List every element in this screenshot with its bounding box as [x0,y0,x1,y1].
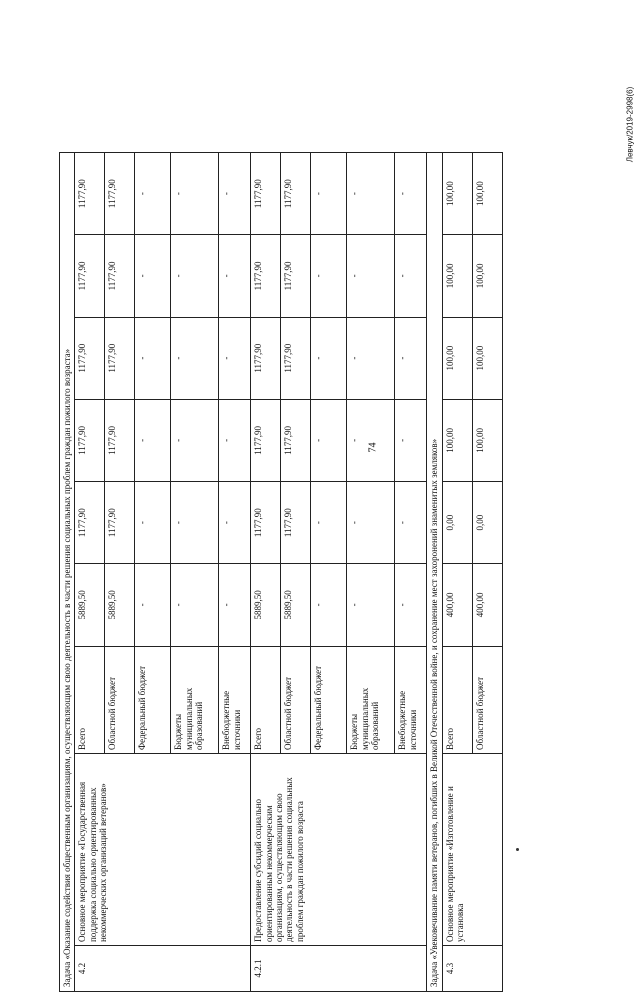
value-total: 5889,50 [75,564,105,646]
value-year4: 1177,90 [75,235,105,317]
source-label: Всего [251,646,281,753]
value-year5: 1177,90 [281,153,311,235]
value-year5: - [311,153,347,235]
value-year5: - [171,153,219,235]
value-year3: - [219,317,251,399]
value-year4: 1177,90 [281,235,311,317]
value-year5: 1177,90 [105,153,135,235]
value-year4: - [219,235,251,317]
source-label: Федеральный бюджет [135,646,171,753]
source-label: Всего [75,646,105,753]
value-year1: - [135,482,171,564]
task-heading: Задача «Оказание содействия общественным организациям, осуществляющим свою деятельность в части решения социальных проблем граждан пожилого возраста» [60,153,75,992]
value-year2: - [219,399,251,481]
value-year1: - [395,482,427,564]
value-year2: - [347,399,395,481]
source-label: Внебюджетные источники [219,646,251,753]
value-year4: - [171,235,219,317]
task-row [60,153,75,992]
value-year1: - [311,482,347,564]
value-year2: 1177,90 [281,399,311,481]
value-year2: - [311,399,347,481]
value-year5: - [395,153,427,235]
source-label: Областной бюджет [472,646,502,753]
value-year4: 100,00 [442,235,472,317]
value-total: 5889,50 [281,564,311,646]
value-year5: - [219,153,251,235]
value-year3: 1177,90 [75,317,105,399]
document-reference: Левчук/2019-2998(6) [625,86,635,163]
source-label: Бюджеты муниципальных образований [171,646,219,753]
value-year4: - [347,235,395,317]
value-total: 5889,50 [105,564,135,646]
value-year1: 1177,90 [75,482,105,564]
value-year2: - [135,399,171,481]
task-row [427,153,442,992]
measure-name: Основное мероприятие «Изготовление и установка [442,754,502,946]
value-year5: 1177,90 [251,153,281,235]
table-row [251,153,281,992]
value-total: - [219,564,251,646]
value-year1: 1177,90 [105,482,135,564]
rotated-page-content [59,152,519,992]
measure-name: Предоставление субсидий социально ориентированным некоммерческим организациям, осуществляющим свою деятельность в части решения социальных проблем граждан пожилого возраста [251,754,427,946]
value-year3: - [135,317,171,399]
source-label: Областной бюджет [105,646,135,753]
value-total: - [135,564,171,646]
row-number: 4.3 [442,945,502,991]
task-heading: Задача «Увековечивание памяти ветеранов, погибших в Великой Отечественной войне, и сохранение мест захоронений знаменитых земляков» [427,153,442,992]
source-label: Всего [442,646,472,753]
budget-table [59,152,503,992]
value-year2: 1177,90 [75,399,105,481]
value-year4: - [135,235,171,317]
value-year4: - [395,235,427,317]
value-year3: - [395,317,427,399]
value-year3: 1177,90 [105,317,135,399]
value-year3: 100,00 [472,317,502,399]
value-year3: 100,00 [442,317,472,399]
value-year1: - [171,482,219,564]
value-year1: - [219,482,251,564]
source-label: Федеральный бюджет [311,646,347,753]
value-year2: 100,00 [472,399,502,481]
value-year2: 100,00 [442,399,472,481]
value-year1: 1177,90 [251,482,281,564]
source-label: Внебюджетные источники [395,646,427,753]
value-year2: - [395,399,427,481]
value-year3: 1177,90 [281,317,311,399]
value-year2: 1177,90 [251,399,281,481]
table-row [75,153,105,992]
value-year4: 100,00 [472,235,502,317]
measure-name: Основное мероприятие «Государственная поддержка социально ориентированных некоммерческих организаций ветеранов» [75,754,251,946]
value-year3: - [347,317,395,399]
value-year5: - [135,153,171,235]
row-number: 4.2 [75,945,251,991]
value-year1: 0,00 [442,482,472,564]
value-year2: - [171,399,219,481]
value-total: 5889,50 [251,564,281,646]
value-total: - [395,564,427,646]
value-year3: - [311,317,347,399]
value-total: - [171,564,219,646]
value-year5: 1177,90 [75,153,105,235]
value-total: - [347,564,395,646]
value-year5: 100,00 [442,153,472,235]
table-row [442,153,472,992]
value-year1: 0,00 [472,482,502,564]
row-number: 4.2.1 [251,945,427,991]
value-total: 400,00 [472,564,502,646]
value-total: - [311,564,347,646]
value-year5: 100,00 [472,153,502,235]
value-year3: - [171,317,219,399]
value-year1: - [347,482,395,564]
value-year4: - [311,235,347,317]
value-year4: 1177,90 [105,235,135,317]
value-year2: 1177,90 [105,399,135,481]
value-year1: 1177,90 [281,482,311,564]
value-year5: - [347,153,395,235]
source-label: Областной бюджет [281,646,311,753]
value-total: 400,00 [442,564,472,646]
value-year3: 1177,90 [251,317,281,399]
source-label: Бюджеты муниципальных образований [347,646,395,753]
value-year4: 1177,90 [251,235,281,317]
page-number: 74 [367,442,379,453]
